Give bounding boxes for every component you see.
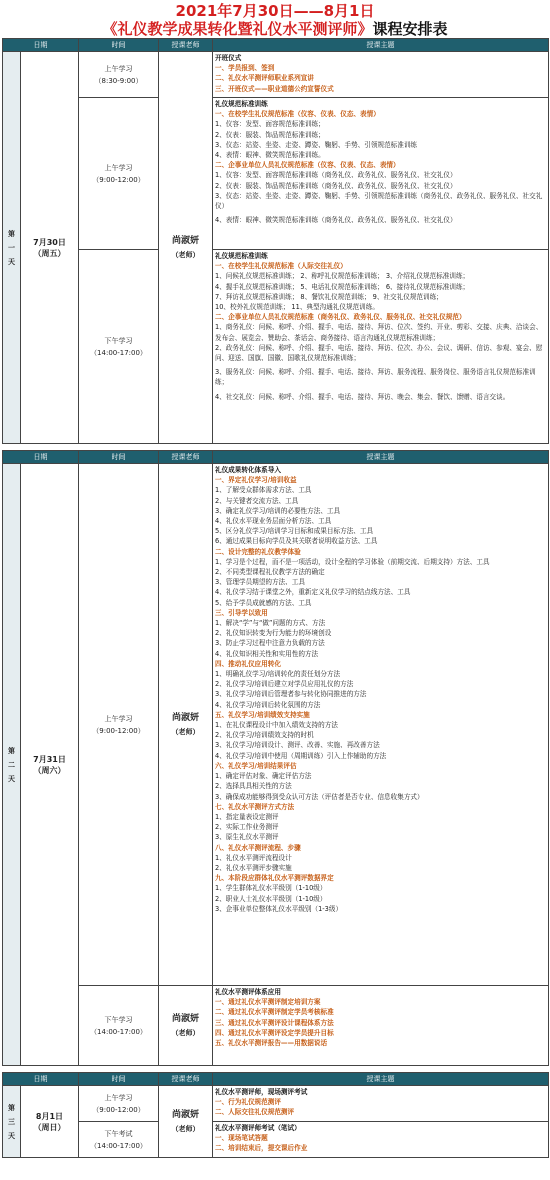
- day3-s2-content: [213, 1122, 549, 1158]
- schedule-table: [2, 38, 549, 1158]
- table-header-row: [3, 1073, 549, 1086]
- list-item: 4、握手礼仪规范标准训练； 5、电话礼仪规范标准训练； 6、接待礼仪规范标准训练；: [215, 282, 470, 291]
- time-label: 下午学习: [104, 1015, 133, 1024]
- list-item: 5、区分礼仪学习/培训学习目标和成果目标方法、工具: [215, 527, 374, 536]
- list-item: 九、本阶段应群体礼仪水平测评数据界定: [215, 874, 334, 883]
- time-range: （14:00-17:00）: [90, 1027, 147, 1036]
- list-item: 3、确保成功能够得到受众认可方法（评估者是否专业、信息收集方式）: [215, 792, 424, 801]
- day1-s1-time: [79, 52, 159, 98]
- day3-date: 8月1日: [35, 1111, 64, 1121]
- list-item: 二、人际交往礼仪规范测评: [215, 1108, 295, 1117]
- header-theme: 授课主题: [213, 39, 549, 52]
- page-title-date-range: 2021年7月30日——8月1日: [175, 2, 375, 20]
- list-item: 4、礼仪学习/培训后转化氛围的方法: [215, 700, 321, 709]
- day2-s2-content: [213, 986, 549, 1066]
- day2-s1-content: [213, 464, 549, 986]
- list-item: 二、礼仪水平测评师职业系列宣讲: [215, 74, 314, 83]
- list-item: 五、礼仪学习/培训绩效支持实施: [215, 710, 310, 719]
- day2-s1-time: [79, 464, 159, 986]
- day3-label: 第三天: [3, 1086, 21, 1158]
- list-item: 八、礼仪水平测评流程、步骤: [215, 843, 301, 852]
- list-item: 1、在礼仪课程设计中加入绩效支持的方法: [215, 721, 338, 730]
- day2-weekday: （周六）: [33, 765, 66, 775]
- day3-s2-time: [79, 1122, 159, 1158]
- list-item: 2、政务礼仪：问候、称呼、介绍、握手、电话、接待、拜访、位次、办公、会议、调研、信访、参观、宴会、慰问、迎送、国旗、国徽、国歌礼仪规范标准训练；: [215, 343, 543, 363]
- list-item: 1、学生群体礼仪水平级别（1-10级）: [215, 884, 327, 893]
- day3-weekday: （周日）: [33, 1122, 66, 1132]
- list-item: 3、服务礼仪：问候、称呼、介绍、握手、电话、接待、拜访、服务流程、服务岗位、服务语言礼仪规范标准训练；: [215, 368, 536, 387]
- time-range: （9:00-12:00）: [92, 1105, 145, 1114]
- header-date: 日期: [3, 451, 79, 464]
- table-header-row: [3, 451, 549, 464]
- list-item: 3、礼仪学习/培训后管理者参与转化协同推进的方法: [215, 690, 367, 699]
- list-item: 1、指定量表设定测评: [215, 812, 279, 821]
- day2-s2-time: [79, 986, 159, 1066]
- list-item: 2、选择具具相关性的方法: [215, 782, 292, 791]
- day1-date: 7月30日: [33, 237, 66, 247]
- list-item: 三、开班仪式——职业道德公约宣誓仪式: [215, 84, 334, 93]
- list-item: 2、礼仪知识转变为行为能力的环境创设: [215, 629, 332, 638]
- list-item: 七、礼仪水平测评方式方法: [215, 802, 295, 811]
- list-item: 7、拜访礼仪规范标准训练； 8、餐饮礼仪规范训练； 9、社交礼仪规范训练；: [215, 292, 443, 301]
- course-name: 《礼仪教学成果转化暨礼仪水平测评师》: [102, 20, 373, 38]
- day2-label: 第二天: [3, 464, 21, 1066]
- list-item: 二、设计完整的礼仪教学体验: [215, 547, 301, 556]
- table-row: [3, 98, 549, 250]
- list-item: 1、明确礼仪学习/培训转化的责任划分方法: [215, 670, 341, 679]
- header-theme: 授课主题: [213, 1073, 549, 1086]
- list-item: 一、界定礼仪学习/培训收益: [215, 476, 297, 485]
- list-item: 二、企事业单位人员礼仪规范标准（商务礼仪、政务礼仪、服务礼仪、社交礼仪规范）: [215, 313, 466, 322]
- list-item: 五、礼仪水平测评报告——用数据说话: [215, 1039, 328, 1048]
- list-item: 礼仪成果转化体系导入: [215, 466, 281, 474]
- table-header-row: [3, 39, 549, 52]
- day2-teacher-pm: [159, 986, 213, 1066]
- list-item: 4、礼仪学习结于课堂之外，重新定义礼仪学习的结点线方法、工具: [215, 588, 411, 597]
- list-item: 2、礼仪学习/培训绩效支持的时机: [215, 731, 314, 740]
- list-item: 一、行为礼仪规范测评: [215, 1098, 281, 1107]
- list-item: 4、社交礼仪：问候、称呼、介绍、握手、电话、接待、拜访、晚会、集会、餐饮、馈赠、语言交谈。: [215, 392, 510, 401]
- day2-date-cell: [21, 464, 79, 1066]
- list-item: 4、礼仪学习/培训中使用（周期训练）引入上作辅助的方法: [215, 751, 387, 760]
- header-teacher: 授课老师: [159, 451, 213, 464]
- header-date: 日期: [3, 39, 79, 52]
- list-item: 4、表情：眼神、微笑规范标准训练。: [215, 151, 325, 160]
- list-item: 5、给予学员成就感的方法、工具: [215, 598, 312, 607]
- time-range: （14:00-17:00）: [90, 1141, 147, 1150]
- header-date: 日期: [3, 1073, 79, 1086]
- list-item: 二、企事业单位人员礼仪规范标准（仪容、仪表、仪态、表情）: [215, 161, 400, 170]
- list-item: 三、通过礼仪水平测评设计课程体系方法: [215, 1018, 334, 1027]
- list-item: 2、仪表：服装、饰品规范标准训练（商务礼仪、政务礼仪、服务礼仪、社交礼仪）: [215, 181, 457, 190]
- time-label: 上午学习: [104, 64, 133, 73]
- table-row: [3, 986, 549, 1066]
- table-row: [3, 1122, 549, 1158]
- list-item: 1、礼仪水平测评流程设计: [215, 853, 292, 862]
- day1-teacher: [159, 52, 213, 444]
- day1-s3-time: [79, 250, 159, 444]
- list-item: 三、引导学以致用: [215, 608, 268, 617]
- list-item: 六、礼仪学习/培训结果评估: [215, 761, 297, 770]
- list-item: 礼仪水平测评师考试（笔试）: [215, 1124, 301, 1132]
- list-item: 3、礼仪学习/培训设计、测评、改善、实施、再改善方法: [215, 741, 380, 750]
- list-item: 1、解决“学”与“做”问题的方式、方法: [215, 619, 326, 628]
- list-item: 1、商务礼仪：问候、称呼、介绍、握手、电话、接待、拜访、位次、签约、开业、剪彩、交接、庆典、洽谈会、发布会、展览会、赞助会、茶话会、商务接待、语言沟通礼仪规范标准训练；: [215, 323, 543, 342]
- list-item: 1、学习是个过程，而不是一项活动，设计全程的学习体验（前期交流、后期支持）方法、工具: [215, 557, 490, 566]
- day1-s2-time: [79, 98, 159, 250]
- teacher-name: 尚淑妍: [171, 1013, 199, 1024]
- list-item: 3、仪态：站姿、坐姿、走姿、蹲姿、鞠躬、手势、引领规范标准训练: [215, 140, 418, 149]
- list-item: 3、企事业单位整体礼仪水平级别（1-3级）: [215, 904, 343, 913]
- list-item: 2、礼仪水平测评步骤实施: [215, 863, 292, 872]
- list-item: 10、校外礼仪规范训练； 11、典型沟通礼仪规范训练。: [215, 303, 379, 312]
- list-item: 2、仪表：服装、饰品规范标准训练；: [215, 130, 325, 139]
- list-item: 2、礼仪学习/培训后建立对学员应用礼仪的方法: [215, 680, 354, 689]
- page-title-course: [0, 20, 550, 38]
- list-item: 一、通过礼仪水平测评制定培训方案: [215, 998, 321, 1007]
- course-name-tail: 课程安排表: [372, 20, 448, 38]
- time-label: 下午考试: [104, 1129, 133, 1138]
- time-label: 下午学习: [104, 336, 133, 345]
- list-item: 2、职业人士礼仪水平级别（1-10级）: [215, 894, 327, 903]
- teacher-role: （老师）: [171, 1028, 200, 1037]
- list-item: 4、礼仪水平现业务层面分析方法、工具: [215, 517, 332, 526]
- list-item: 3、防止学习过程中注意力负载的方法: [215, 639, 325, 648]
- day2-teacher-am: [159, 464, 213, 986]
- list-item: 礼仪规范标准训练: [215, 252, 268, 260]
- day1-s2-content: [213, 98, 549, 250]
- day2-date: 7月31日: [33, 754, 66, 764]
- time-range: （8:30-9:00）: [94, 76, 143, 85]
- list-item: 二、通过礼仪水平测评制定学员考核标准: [215, 1008, 334, 1017]
- list-item: 1、问候礼仪规范标准训练； 2、称呼礼仪规范标准训练； 3、介绍礼仪规范标准训练；: [215, 272, 470, 281]
- header-time: 时间: [79, 451, 159, 464]
- time-label: 上午学习: [104, 714, 133, 723]
- teacher-role: （老师）: [171, 1124, 200, 1133]
- list-item: 2、不同类型课程礼仪教学方法的确定: [215, 568, 325, 577]
- teacher-role: （老师）: [171, 727, 200, 736]
- day1-weekday: （周五）: [33, 248, 66, 258]
- list-item: 二、培训结束后，提交课后作业: [215, 1144, 308, 1153]
- list-item: 一、学员报到、签到: [215, 64, 275, 73]
- day1-s1-content: [213, 52, 549, 98]
- day3-date-cell: [21, 1086, 79, 1158]
- list-item: 四、推动礼仪应用转化: [215, 659, 281, 668]
- list-item: 4、表情：眼神、微笑规范标准训练（商务礼仪、政务礼仪、服务礼仪、社交礼仪）: [215, 216, 457, 225]
- time-label: 上午学习: [104, 163, 133, 172]
- list-item: 1、确定评估对象、确定评估方法: [215, 772, 312, 781]
- list-item: 6、通过成果目标向学员及其关联者说明收益方法、工具: [215, 537, 378, 546]
- day1-s3-content: [213, 250, 549, 444]
- time-range: （9:00-12:00）: [92, 726, 145, 735]
- table-row: [3, 464, 549, 986]
- list-item: 3、管理学员期望的方法、工具: [215, 578, 305, 587]
- list-item: 礼仪水平测评师，现场测评考试: [215, 1088, 308, 1096]
- list-item: 1、仪容：发型、面容规范标准训练；: [215, 120, 325, 129]
- list-item: 3、确定礼仪学习/培训的必要性方法、工具: [215, 506, 341, 515]
- list-item: 一、在校学生礼仪规范标准（仪容、仪表、仪态、表情）: [215, 110, 380, 119]
- list-item: 四、通过礼仪水平测评设定学员提升目标: [215, 1028, 334, 1037]
- list-item: 礼仪规范标准训练: [215, 100, 268, 108]
- teacher-name: 尚淑妍: [171, 1109, 199, 1120]
- list-item: 1、了解受众群体需求方法、工具: [215, 486, 312, 495]
- teacher-role: （老师）: [171, 250, 200, 259]
- header-teacher: 授课老师: [159, 39, 213, 52]
- list-item: 礼仪水平测评体系应用: [215, 988, 281, 996]
- time-range: （14:00-17:00）: [90, 348, 147, 357]
- day3-teacher: [159, 1086, 213, 1158]
- teacher-name: 尚淑妍: [171, 712, 199, 723]
- header-theme: 授课主题: [213, 451, 549, 464]
- list-item: 4、礼仪知识相关性和实用性的方法: [215, 649, 319, 658]
- day3-s1-time: [79, 1086, 159, 1122]
- time-label: 上午学习: [104, 1093, 133, 1102]
- day3-s1-content: [213, 1086, 549, 1122]
- list-item: 3、原生礼仪水平测评: [215, 833, 279, 842]
- time-range: （9:00-12:00）: [92, 175, 145, 184]
- day1-date-cell: [21, 52, 79, 444]
- table-row: [3, 250, 549, 444]
- table-row: [3, 52, 549, 98]
- list-item: 2、与关键者交流方法、工具: [215, 496, 299, 505]
- list-item: 一、在校学生礼仪规范标准（人际交往礼仪）: [215, 262, 347, 271]
- list-item: 一、现场笔试答题: [215, 1134, 268, 1143]
- table-row: [3, 1086, 549, 1122]
- list-item: 开班仪式: [215, 54, 242, 62]
- teacher-name: 尚淑妍: [171, 235, 199, 246]
- header-time: 时间: [79, 1073, 159, 1086]
- list-item: 3、仪态：站姿、坐姿、走姿、蹲姿、鞠躬、手势、引领规范标准训练（商务礼仪、政务礼仪、服务礼仪、社交礼仪）: [215, 191, 543, 211]
- day1-label: 第一天: [3, 52, 21, 444]
- header-teacher: 授课老师: [159, 1073, 213, 1086]
- list-item: 1、仪容：发型、面容规范标准训练（商务礼仪、政务礼仪、服务礼仪、社交礼仪）: [215, 171, 457, 180]
- list-item: 2、实际工作业务测评: [215, 823, 279, 832]
- header-time: 时间: [79, 39, 159, 52]
